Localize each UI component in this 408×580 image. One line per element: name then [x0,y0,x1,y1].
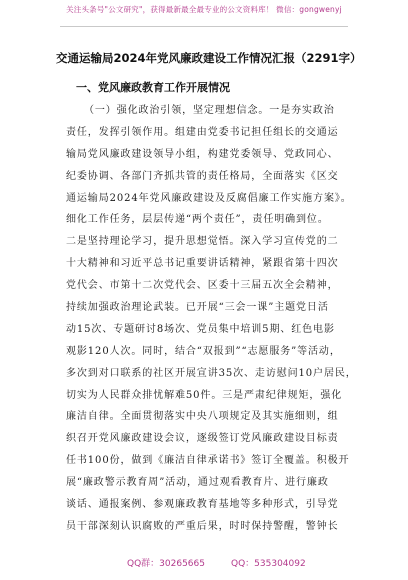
text-line: 多次到对口联系的社区开展宣讲35次、走访慰问10户居民， [66,367,357,379]
text-line: 切实为人民群众排忧解难50件。三是严肃纪律规矩，强化 [66,389,343,401]
text-line: 党代会、市第十二次党代会、区委十三届五次全会精神， [66,280,339,292]
section-heading: 一、党风廉政教育工作开展情况 [76,81,230,94]
text-line: 动15次、专题研讨8场次、党员集中培训5期、红色电影 [66,323,335,335]
text-line: 员干部深刻认识腐败的严重后果，时时保持警醒，警钟长 [66,520,339,532]
text-line: 细化工作任务，层层传递“两个责任”，责任明确到位。 [66,214,329,226]
text-line: 十大精神和习近平总书记重要讲话精神，紧跟省第十四次 [66,258,339,270]
footer-qq-group: QQ群：30265665 [127,559,205,569]
text-line: 织召开党风廉政建设会议，逐级签订党风廉政建设目标责 [66,433,339,445]
header-promo-note: 关注头条号"公文研究"，获得最新最全最专业的公文资料库！ 微信：gongwenyj [66,5,342,14]
text-line: 展“廉政警示教育周”活动，通过观看教育片、进行廉政 [66,477,329,489]
text-line: 任书100份，做到《廉洁自律承诺书》签订全覆盖。积极开 [66,455,350,467]
footer-qq-number: QQ：535304092 [231,559,306,569]
text-line: 纪委协调、各部门齐抓共管的责任格局，全面落实《区交 [66,170,339,182]
body-paragraph [66,100,356,538]
text-line: 廉洁自律。全面贯彻落实中央八项规定及其实施细则，组 [66,411,339,423]
text-line: 二是坚持理论学习，提升思想觉悟。深入学习宣传党的二 [66,236,339,248]
text-line: 谈话、通报案例、参观廉政教育基地等多种形式，引导党 [66,499,339,511]
document-title: 交通运输局2024年党风廉政建设工作情况汇报（2291字） [56,51,362,65]
text-line: 持续加强政治理论武装。已开展“三会一课”主题党日活 [66,302,329,314]
text-line: 观影120人次。同时，结合“双报到”“志愿服务”等活动， [66,345,341,357]
text-line: 输局党风廉政建设领导小组，构建党委领导、党政同心、 [66,148,339,160]
text-line: 责任，发挥引领作用。组建由党委书记担任组长的交通运 [66,126,339,138]
text-line: 通运输局2024年党风廉政建设及反腐倡廉工作实施方案》。 [66,192,352,204]
text-line: （一）强化政治引领，坚定理想信念。一是夯实政治 [84,105,335,116]
header-divider [60,26,348,27]
